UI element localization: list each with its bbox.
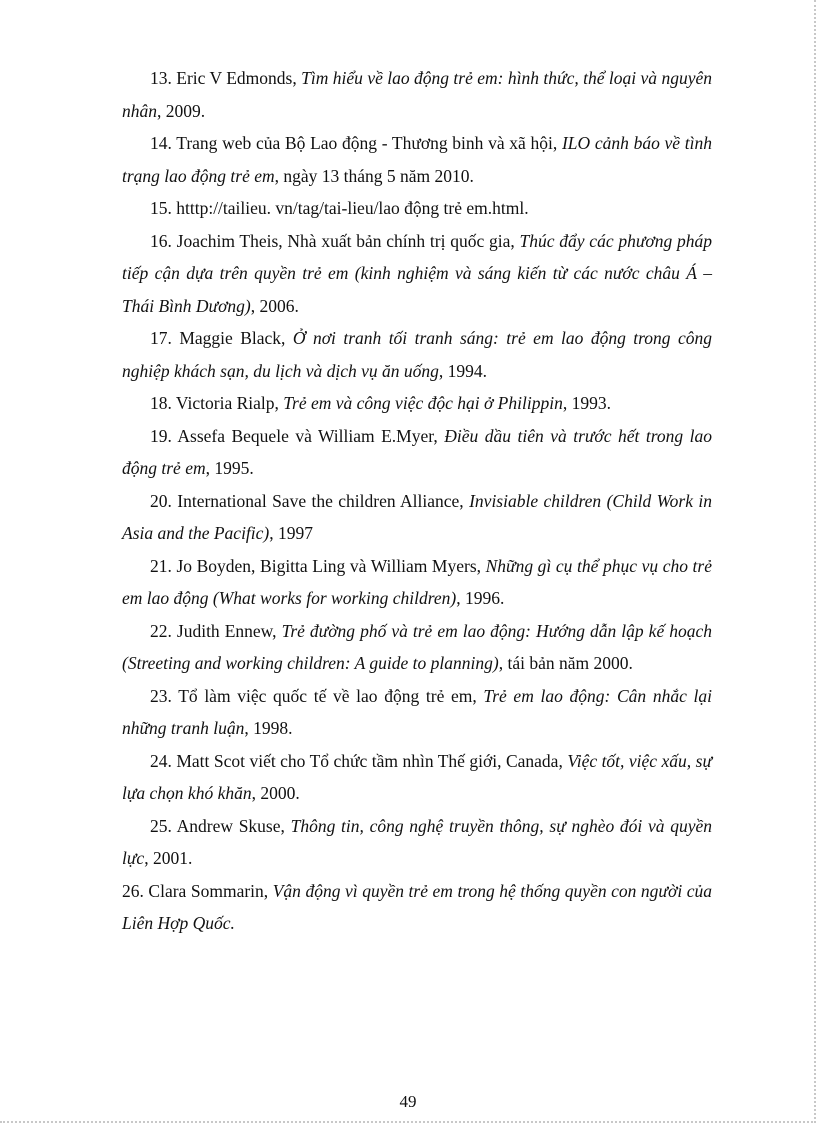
reference-details: , 1997 — [269, 523, 314, 543]
reference-url: 15. htttp://tailieu. vn/tag/tai-lieu/lao động trẻ em.html. — [150, 198, 529, 218]
reference-title: Tìm hiểu về lao động trẻ em: hình thức, thể loại và nguyên nhân — [122, 68, 713, 121]
reference-details: , 2009. — [157, 100, 206, 121]
reference-item-26 — [122, 875, 712, 940]
reference-author: 17. Maggie Black, — [150, 328, 293, 348]
reference-item-22 — [122, 615, 712, 680]
reference-author: 19. Assefa Bequele và William E.Myer, — [150, 425, 445, 446]
reference-details: , 1994. — [438, 360, 488, 381]
reference-author: 18. Victoria Rialp, — [150, 393, 284, 413]
reference-item-15 — [122, 192, 712, 225]
reference-author: 13. Eric V Edmonds, — [150, 68, 302, 88]
reference-item-25 — [122, 810, 712, 875]
reference-item-18 — [122, 387, 712, 420]
reference-details: , 1996. — [456, 588, 505, 608]
reference-author: 20. International Save the children Alliance, — [150, 490, 470, 511]
reference-details: , 2006. — [250, 295, 299, 316]
reference-item-23 — [122, 680, 712, 745]
reference-author: 16. Joachim Theis, Nhà xuất bản chính trị quốc gia, — [150, 230, 520, 251]
reference-author: 24. Matt Scot viết cho Tổ chức tầm nhìn Thế giới, Canada, — [150, 750, 568, 771]
reference-author: 25. Andrew Skuse, — [150, 815, 291, 836]
reference-item-19 — [122, 420, 712, 485]
reference-list — [122, 62, 712, 940]
reference-author: 21. Jo Boyden, Bigitta Ling và William Myers, — [150, 555, 486, 576]
reference-details: , 1995. — [205, 458, 254, 478]
page-number: 49 — [399, 1092, 417, 1111]
reference-item-20 — [122, 485, 712, 550]
reference-title: Việc tốt, việc xấu, sự lựa chọn khó khăn — [122, 750, 712, 803]
reference-author: 26. Clara Sommarin, — [122, 880, 273, 901]
reference-title: Thúc đẩy các phương pháp tiếp cận dựa trên quyền trẻ em (kinh nghiệm và sáng kiến từ các nước châu Á – Thái Bình Dương) — [122, 230, 713, 316]
reference-title: Thông tin, công nghệ truyền thông, sự nghèo đói và quyền lực — [122, 815, 712, 868]
reference-title: Trẻ đường phố và trẻ em lao động: Hướng dẫn lập kế hoạch (Streeting and working children: A guide to planning) — [122, 620, 713, 673]
reference-author: 22. Judith Ennew, — [150, 620, 282, 641]
reference-title: Những gì cụ thể phục vụ cho trẻ em lao động (What works for working children) — [122, 555, 712, 608]
reference-title: Trẻ em và công việc độc hại ở Philippin — [283, 393, 563, 413]
reference-item-14 — [122, 127, 712, 192]
reference-details: , 2000. — [251, 783, 300, 803]
reference-title: Ở nơi tranh tối tranh sáng: trẻ em lao động trong công nghiệp khách sạn, du lịch và dịch vụ ăn uống — [122, 328, 713, 381]
reference-item-21 — [122, 550, 712, 615]
reference-item-16 — [122, 225, 712, 323]
reference-details: , 1993. — [562, 393, 611, 413]
reference-details: , 2001. — [144, 848, 193, 868]
reference-details: , 1998. — [244, 718, 293, 738]
reference-item-17 — [122, 322, 712, 387]
reference-details: , ngày 13 tháng 5 năm 2010. — [274, 165, 474, 186]
reference-title: Điều dầu tiên và trước hết trong lao động trẻ em — [122, 425, 712, 478]
reference-details: , tái bản năm 2000. — [498, 653, 633, 673]
reference-item-13 — [122, 62, 712, 127]
reference-item-24 — [122, 745, 712, 810]
reference-title: Vận động vì quyền trẻ em trong hệ thống quyền con người của Liên Hợp Quốc. — [122, 880, 712, 933]
reference-title: Invisiable children (Child Work in Asia and the Pacific) — [122, 490, 712, 543]
reference-author: 14. Trang web của Bộ Lao động - Thương binh và xã hội, — [150, 133, 562, 153]
reference-title: ILO cảnh báo về tình trạng lao động trẻ em — [122, 133, 712, 186]
reference-title: Trẻ em lao động: Cân nhắc lại những tranh luận — [122, 685, 712, 738]
reference-author: 23. Tổ làm việc quốc tế về lao động trẻ em, — [150, 685, 484, 706]
